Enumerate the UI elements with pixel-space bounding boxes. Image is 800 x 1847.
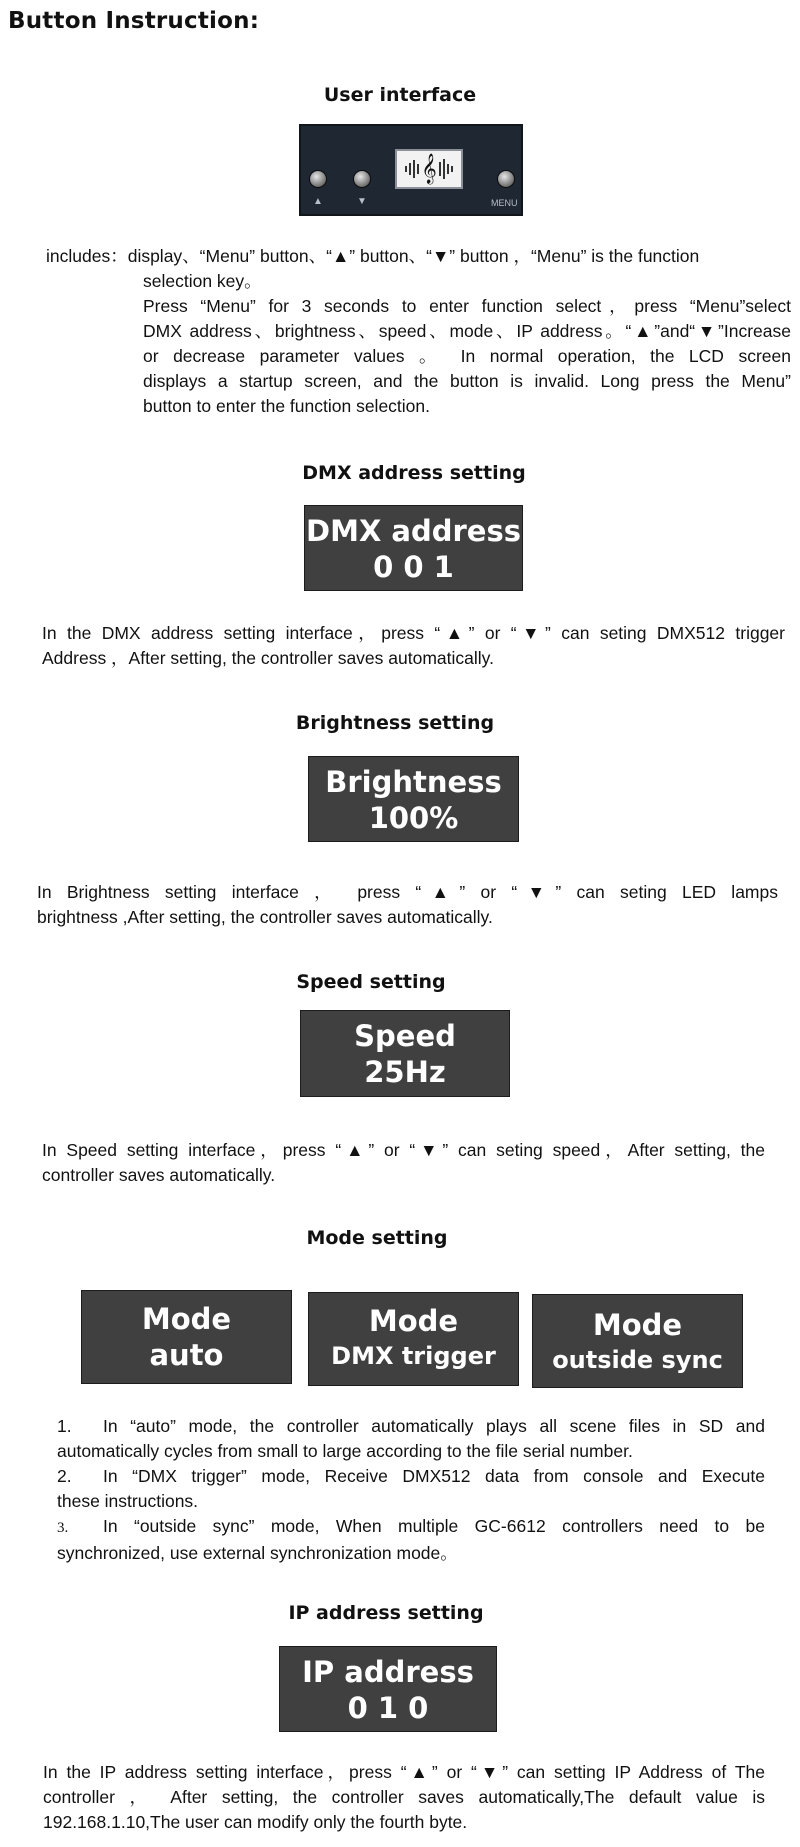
speed-lcd-line1: Speed xyxy=(354,1019,456,1053)
startup-screen xyxy=(395,149,463,189)
mode-lcd-value: outside sync xyxy=(552,1346,723,1374)
mode-description-list xyxy=(57,1414,765,1566)
list-item xyxy=(57,1514,765,1566)
ui-line: button to enter the function selection. xyxy=(143,396,430,416)
mode-auto-lcd-display xyxy=(81,1290,292,1384)
dmx-lcd-value: 0 0 1 xyxy=(373,550,454,584)
brightness-description xyxy=(37,880,778,930)
dmx-lcd-line1: DMX address xyxy=(306,514,521,548)
list-item-text: In “DMX trigger” mode, Receive DMX512 data from console and Execute xyxy=(103,1466,765,1486)
brightness-line: brightness ,After setting, the controller saves automatically. xyxy=(37,907,493,927)
dmx-line: Address ，After setting, the controller saves automatically. xyxy=(42,648,494,668)
speed-heading: Speed setting xyxy=(296,971,446,993)
dmx-heading: DMX address setting xyxy=(302,462,526,484)
speed-line: controller saves automatically. xyxy=(42,1165,276,1185)
up-arrow-icon: ▲ xyxy=(313,196,323,207)
ui-line: displays a startup screen, and the button is invalid. Long press the Menu” xyxy=(143,371,791,391)
treble-clef-icon: 𝄞 xyxy=(421,154,437,184)
page-title: Button Instruction: xyxy=(8,8,260,34)
ip-line: controller ， After setting, the controller saves automatically,The default value is xyxy=(43,1787,765,1807)
ui-line: DMX address、brightness、speed、mode、IP address。“▲”and“▼”Increase xyxy=(143,321,791,341)
list-item-text: automatically cycles from small to large according to the file serial number. xyxy=(57,1441,633,1461)
mode-outside-sync-lcd-display xyxy=(532,1294,743,1388)
speed-lcd-value: 25Hz xyxy=(364,1055,446,1089)
down-button-knob xyxy=(353,170,371,188)
brightness-lcd-display xyxy=(308,756,519,842)
list-item-number: 1. xyxy=(57,1416,72,1436)
mode-lcd-value: auto xyxy=(149,1338,224,1372)
mode-lcd-line1: Mode xyxy=(141,1302,232,1336)
ip-heading: IP address setting xyxy=(288,1602,484,1624)
list-item-text: these instructions. xyxy=(57,1491,199,1511)
speed-description xyxy=(42,1138,765,1188)
list-item-number: 3. xyxy=(57,1520,69,1536)
dmx-description xyxy=(42,621,785,671)
mode-heading: Mode setting xyxy=(306,1227,448,1249)
brightness-line: In Brightness setting interface ， press “▲” or “▼” can seting LED lamps xyxy=(37,882,778,902)
ip-lcd-display xyxy=(279,1646,497,1732)
ui-description xyxy=(46,244,791,419)
ip-lcd-line1: IP address xyxy=(302,1655,474,1689)
brightness-heading: Brightness setting xyxy=(295,712,495,734)
ip-lcd-value: 0 1 0 xyxy=(347,1691,429,1725)
ip-line: In the IP address setting interface，press “▲” or “▼” can setting IP Address of The xyxy=(43,1762,765,1782)
brightness-lcd-value: 100% xyxy=(368,801,459,835)
device-panel-image xyxy=(299,124,523,216)
mode-dmx-trigger-lcd-display xyxy=(308,1292,519,1386)
mode-lcd-line1: Mode xyxy=(592,1308,683,1342)
ui-line: Press “Menu” for 3 seconds to enter function select，press “Menu”select xyxy=(143,296,791,316)
brightness-lcd-line1: Brightness xyxy=(325,765,502,799)
mode-lcd-line1: Mode xyxy=(368,1304,459,1338)
down-arrow-icon: ▼ xyxy=(357,196,367,207)
dmx-lcd-display xyxy=(304,505,523,591)
list-item-number: 2. xyxy=(57,1466,72,1486)
list-item-text: synchronized, use external synchronization mode。 xyxy=(57,1543,458,1563)
ip-line: 192.168.1.10,The user can modify only the fourth byte. xyxy=(43,1812,468,1832)
speed-lcd-display xyxy=(300,1010,510,1097)
ui-line: or decrease parameter values 。 In normal operation, the LCD screen xyxy=(143,346,791,366)
mode-lcd-value: DMX trigger xyxy=(331,1342,496,1370)
list-item-text: In “outside sync” mode, When multiple GC-6612 controllers need to be xyxy=(103,1516,765,1536)
ui-line: selection key。 xyxy=(143,271,262,291)
menu-button-knob xyxy=(497,170,515,188)
menu-label: MENU xyxy=(491,198,518,208)
list-item xyxy=(57,1414,765,1464)
dmx-line: In the DMX address setting interface，press “▲” or “▼” can seting DMX512 trigger xyxy=(42,623,785,643)
up-button-knob xyxy=(309,170,327,188)
user-interface-heading: User interface xyxy=(323,84,477,106)
ip-description xyxy=(43,1760,765,1835)
ui-line: includes：display、“Menu” button、“▲” button、“▼” button ，“Menu” is the function xyxy=(46,246,700,266)
list-item xyxy=(57,1464,765,1514)
speed-line: In Speed setting interface，press “▲” or “▼” can seting speed，After setting, the xyxy=(42,1140,765,1160)
list-item-text: In “auto” mode, the controller automatically plays all scene files in SD and xyxy=(103,1416,765,1436)
